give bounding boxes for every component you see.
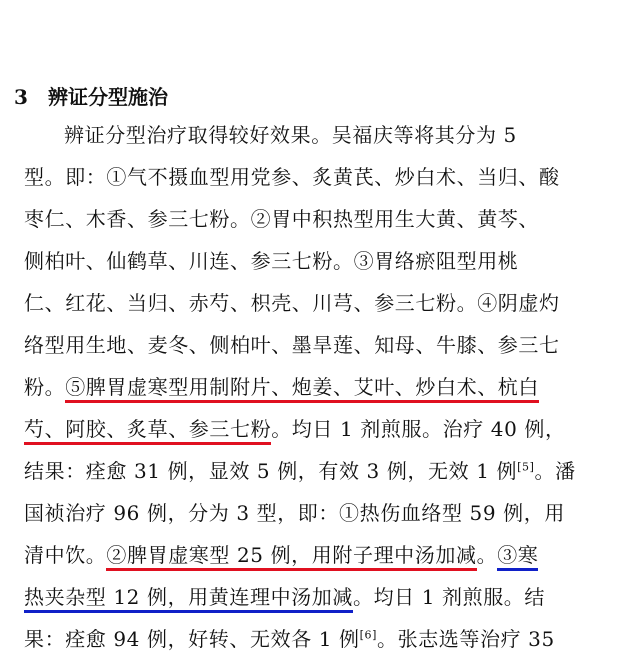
- red-underlined-text: ②脾胃虚寒型 25 例，用附子理中汤加减: [106, 543, 476, 571]
- paragraph-line: [24, 328, 560, 362]
- text-run: 枣仁、木香、参三七粉。②胃中积热型用生大黄、黄芩、: [24, 207, 539, 231]
- blue-underlined-text: ③寒: [497, 543, 538, 571]
- paragraph-line: [24, 622, 555, 651]
- text-run: 辨证分型治疗取得较好效果。吴福庆等将其分为 5: [64, 123, 517, 147]
- paragraph-line: [24, 244, 518, 278]
- red-underlined-text: 芍、阿胶、炙草、参三七粉: [24, 417, 271, 445]
- paragraph-line: [24, 538, 538, 572]
- text-run: 仁、红花、当归、赤芍、枳壳、川芎、参三七粉。④阴虚灼: [24, 291, 560, 315]
- text-run: 清中饮。: [24, 543, 107, 567]
- paragraph-line: [24, 370, 539, 404]
- text-run: 。张志选等治疗 35: [377, 627, 555, 651]
- text-run: 。均日 1 剂煎服。结: [352, 585, 546, 609]
- blue-underlined-text: 热夹杂型 12 例，用黄连理中汤加减: [24, 585, 353, 613]
- paragraph-line: [24, 580, 545, 614]
- text-run: 型。即：①气不摄血型用党参、炙黄芪、炒白术、当归、酸: [24, 165, 560, 189]
- paragraph-line: [24, 286, 560, 320]
- citation-ref: [6]: [359, 628, 377, 642]
- citation-ref: [5]: [517, 460, 535, 474]
- paragraph-line: [24, 202, 539, 236]
- section-heading: [14, 80, 168, 114]
- section-number: 3: [14, 85, 28, 109]
- text-run: 侧柏叶、仙鹤草、川连、参三七粉。③胃络瘀阻型用桃: [24, 249, 519, 273]
- text-run: 国祯治疗 96 例，分为 3 型，即：①热伤血络型 59 例，用: [24, 501, 565, 525]
- paragraph-line: [64, 118, 517, 152]
- text-run: 。: [476, 543, 498, 567]
- text-run: 络型用生地、麦冬、侧柏叶、墨旱莲、知母、牛膝、参三七: [24, 333, 560, 357]
- text-run: 粉。: [24, 375, 66, 399]
- text-run: 。潘: [534, 459, 576, 483]
- red-underlined-text: ⑤脾胃虚寒型用制附片、炮姜、艾叶、炒白术、杭白: [65, 375, 539, 403]
- paragraph-line: [24, 454, 576, 488]
- paragraph-line: [24, 160, 560, 194]
- section-title: 辨证分型施治: [48, 85, 168, 109]
- paragraph-line: [24, 412, 566, 446]
- paragraph-line: [24, 496, 565, 530]
- text-run: 结果：痊愈 31 例，显效 5 例，有效 3 例，无效 1 例: [24, 459, 518, 483]
- text-run: 。均日 1 剂煎服。治疗 40 例，: [271, 417, 566, 441]
- text-run: 果：痊愈 94 例，好转、无效各 1 例: [24, 627, 360, 651]
